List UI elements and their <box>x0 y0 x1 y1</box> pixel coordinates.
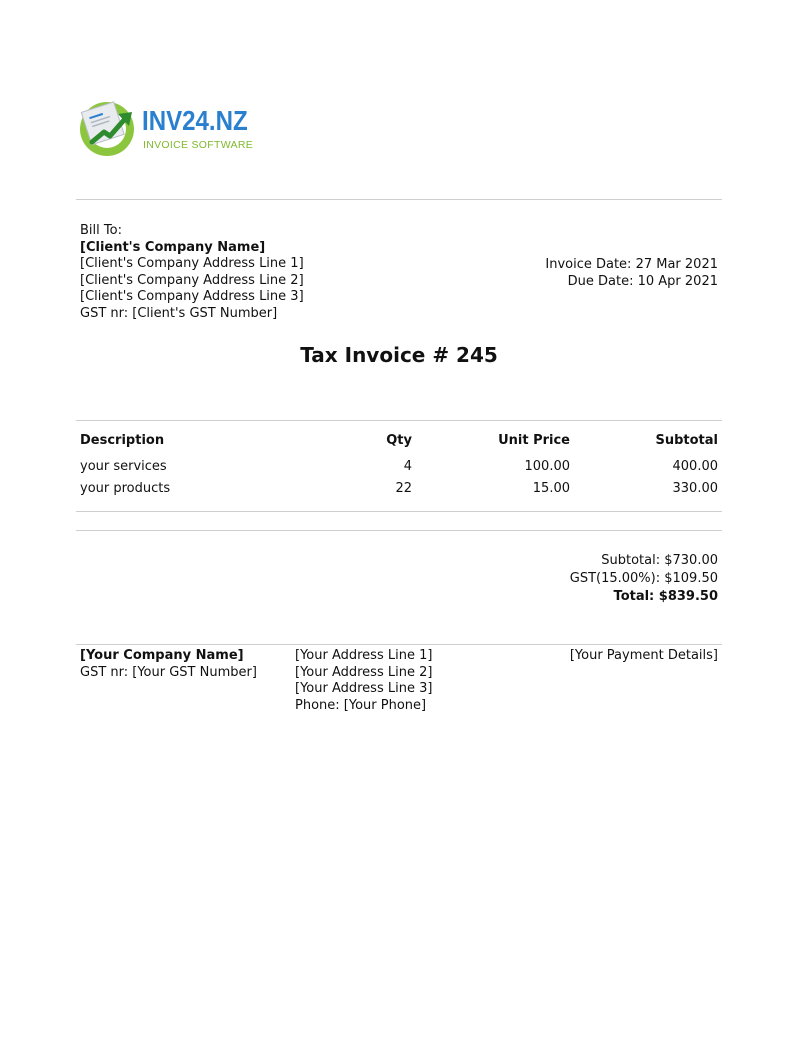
totals-divider <box>76 530 722 531</box>
table-row-description: your services <box>80 459 167 474</box>
bill-to-block <box>80 223 304 322</box>
invoice-growth-logo-icon <box>78 98 138 158</box>
header-divider <box>76 199 722 200</box>
company-logo <box>78 98 258 160</box>
invoice-dates <box>545 257 718 290</box>
table-row-description: your products <box>80 481 171 496</box>
total-amount: Total: $839.50 <box>613 589 718 604</box>
table-row-subtotal: 330.00 <box>672 481 718 496</box>
your-address-line-3: [Your Address Line 3] <box>295 681 433 696</box>
invoice-date: Invoice Date: 27 Mar 2021 <box>545 257 718 272</box>
table-row-qty: 4 <box>403 459 412 474</box>
your-company-name: [Your Company Name] <box>80 648 244 663</box>
client-address-line-2: [Client's Company Address Line 2] <box>80 272 304 288</box>
column-header-subtotal: Subtotal <box>655 433 718 448</box>
totals-block <box>570 552 718 606</box>
client-company-name: [Client's Company Name] <box>80 239 266 255</box>
table-row-unit-price: 15.00 <box>532 481 570 496</box>
footer-address <box>295 648 432 714</box>
table-row-qty: 22 <box>395 481 412 496</box>
table-row-subtotal: 400.00 <box>672 459 718 474</box>
bill-to-label: Bill To: <box>80 223 122 238</box>
your-gst-number: GST nr: [Your GST Number] <box>80 664 257 680</box>
column-header-qty: Qty <box>386 433 412 448</box>
subtotal-amount: Subtotal: $730.00 <box>601 553 718 568</box>
column-header-description: Description <box>80 433 165 448</box>
footer-payment <box>570 648 718 665</box>
client-address-line-1: [Client's Company Address Line 1] <box>80 256 304 271</box>
your-phone: Phone: [Your Phone] <box>295 697 427 713</box>
table-row-unit-price: 100.00 <box>524 459 570 474</box>
column-header-unit-price: Unit Price <box>498 433 570 448</box>
footer-divider <box>76 644 722 645</box>
logo-tagline: INVOICE SOFTWARE <box>143 139 253 151</box>
gst-amount: GST(15.00%): $109.50 <box>569 571 718 586</box>
table-top-divider <box>76 420 722 421</box>
payment-details: [Your Payment Details] <box>569 648 718 663</box>
client-address-line-3: [Client's Company Address Line 3] <box>80 289 304 304</box>
table-bottom-divider <box>76 511 722 512</box>
client-gst-number: GST nr: [Client's GST Number] <box>80 305 278 321</box>
due-date: Due Date: 10 Apr 2021 <box>567 273 718 289</box>
invoice-title: Tax Invoice # 245 <box>300 343 498 367</box>
footer-company <box>80 648 257 681</box>
logo-name: INV24.NZ <box>142 105 248 136</box>
your-address-line-2: [Your Address Line 2] <box>295 664 433 680</box>
your-address-line-1: [Your Address Line 1] <box>295 648 433 663</box>
